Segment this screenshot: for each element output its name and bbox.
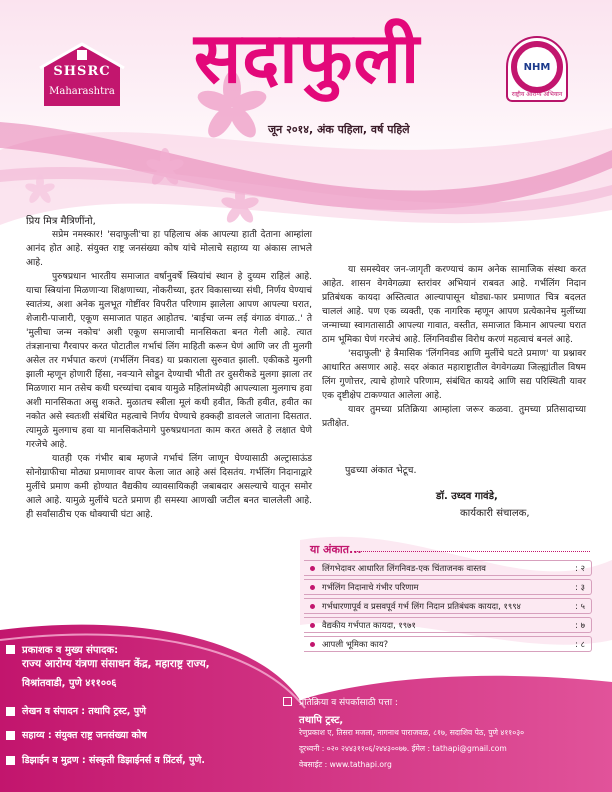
square-bullet-icon bbox=[6, 645, 15, 654]
credit-writing bbox=[6, 704, 286, 718]
contact-website[interactable]: वेबसाईट : www.tathapi.org bbox=[299, 760, 392, 769]
toc-item[interactable] bbox=[304, 579, 592, 595]
toc-item-label: आपली भूमिका काय? bbox=[322, 639, 389, 649]
letter-paragraph: पुरुषप्रधान भारतीय समाजात वर्षानुवर्षे स्त्रियांचं स्थान हे दुय्यम राहिलं आहे. याचा स्त्रियांना मिळणाऱ्या शिक्षणाच्या, नोकरीच्या, इतर विकासाच्या संधी, निर्णय घेण्याचं स्वातंत्र्य, अशा अनेक मुलभूत गोष्टींवर विपरीत परिणाम झालेला आपण आपल्या घरात, शेजारी-पाजारी, एकूण समाजात पाहत आहोतच. 'बाईचा जन्म लई वंगाळ वंगाळ..' ते 'मुलीचा जन्म नकोच' अशी एकूण समाजाची मानसिकता बनत गेली आहे. त्यात तंत्रज्ञानाचा गैरवापर करत पोटातील गर्भाचं लिंग माहिती करून घेणं आणि जर ती मुलगी असेल तर गर्भपात करणं (गर्भलिंग निवड) या प्रकाराला सुरुवात झाली. एकीकडे मुलगी झाली म्हणून होणारी हिंसा, नवऱ्याने सोडून देण्याची भीती तर दुसरीकडे मुलगा झाला तर मिळणारा मान तसेच कधी घरच्यांचा दबाव यामुळे महिलांमध्येही आपल्याला मुलगाच हवा अशी मानसिकता असु शकते. मुळातच स्त्रीला मूलं कधी हवीत, किती हवीत, हवीत का नकोत असे स्वतःशी संबंधित महत्वाचे निर्णय घेण्याचे हक्कही डावलले जाताना दिसतात. त्यामुळे मुलगाच हवा या मानसिकतेमागे पुरुषप्रधानता काम करत असते हे लक्षात घेणे गरजेचे आहे. bbox=[26, 272, 312, 450]
signature-title: कार्यकारी संचालक, bbox=[460, 508, 530, 519]
toc-item-label: वैद्यकीय गर्भपात कायदा, १९७१ bbox=[322, 620, 416, 630]
letter-paragraph: यातही एक गंभीर बाब म्हणजे गर्भाचं लिंग जाणून घेण्यासाठी अल्ट्रासाऊंड सोनोग्राफीचा मोठ्या प्रमाणावर वापर केला जात आहे असं दिसतंय. गर्भलिंग निदानाद्वारे मुलींचे प्रमाण कमी होण्यात वैद्यकीय व्यावसायिकही जबाबदार असल्याचे यातून समोर आले आहे. यामुळे मुलींचे घटते प्रमाण ही समस्या आणखी जटील बनत चाललेली आहे. ही सर्वांसाठीच एक धोक्याची घंटा आहे. bbox=[26, 454, 312, 520]
toc-item-page: : ५ bbox=[575, 601, 585, 611]
toc-item[interactable] bbox=[304, 598, 592, 614]
publisher-address: विश्रांतवाडी, पुणे ४११००६ bbox=[22, 678, 117, 689]
letter-paragraph: सप्रेम नमस्कार! 'सदाफुली'चा हा पहिलाच अंक आपल्या हाती देताना आम्हांला आनंद होत आहे. संयुक्त राष्ट्र जनसंख्या कोष यांचे मोलाचे सहाय्य या अंकास लाभले आहे. bbox=[26, 230, 312, 268]
letter-paragraph: या समस्येवर जन-जागृती करण्याचं काम अनेक सामाजिक संस्था करत आहेत. शासन वेगवेगळ्या स्तरांवर अभियानं राबवत आहे. गर्भलिंग निदान प्रतिबंधक कायदा अस्तित्वात आल्यापासून थोड्या-फार प्रमाणात चित्र बदलत चाललं आहे. पण एक व्यक्ती, एक नागरिक म्हणून आपण प्रत्येकानेच मुलींच्या जन्माच्या स्वागतासाठी आपल्या गावात, वस्तीत, समाजात किमान आपल्या घरात ठाम भूमिका घेणं गरजेचं आहे. लिंगनिवडीस विरोध करणं महत्वाचं बनलं आहे. bbox=[322, 265, 586, 345]
letter-right-column bbox=[322, 263, 586, 431]
toc-item[interactable] bbox=[304, 636, 592, 652]
credit-text: लेखन व संपादन : तथापि ट्रस्ट, पुणे bbox=[22, 706, 146, 717]
signature-name: डॉ. उध्दव गावंडे, bbox=[436, 491, 498, 502]
bullet-icon bbox=[310, 585, 315, 590]
nhm-logo-text: NHM bbox=[523, 62, 551, 73]
toc-item-label: गर्भलिंग निदानाचे गंभीर परिणाम bbox=[322, 582, 419, 592]
bullet-icon bbox=[310, 566, 315, 571]
contact-address: रेणुप्रकाश ए, तिसरा मजला, नागनाथ पाराजवळ, ८१७, सदाशिव पेठ, पुणे ४११०३० bbox=[299, 728, 525, 737]
shsrc-logo-name: SHSRC bbox=[53, 64, 111, 79]
toc-item-page: : ३ bbox=[575, 582, 585, 592]
contents-title: या अंकात... bbox=[310, 543, 362, 556]
toc-item-page: : २ bbox=[575, 563, 585, 573]
nhm-logo-caption: राष्ट्रीय आरोग्य अभियान bbox=[511, 91, 563, 98]
credit-support bbox=[6, 728, 286, 742]
toc-item[interactable] bbox=[304, 617, 592, 633]
letter-signoff: पुढच्या अंकात भेटूच. bbox=[345, 465, 417, 476]
bullet-icon bbox=[310, 604, 315, 609]
toc-item-label: गर्भधारणापूर्व व प्रसवपूर्व गर्भ लिंग निदान प्रतिबंधक कायदा, १९९४ bbox=[322, 601, 521, 611]
contact-phone-email[interactable]: दूरध्वनी : ०२० २४४३११०६/२४४३००७७. ईमेल : tathapi@gmail.com bbox=[299, 744, 507, 753]
toc-item-page: : ७ bbox=[575, 620, 585, 630]
letter-left-column bbox=[26, 228, 312, 522]
shsrc-logo-sub: Maharashtra bbox=[49, 86, 115, 97]
letter-paragraph: 'सदाफुली' हे त्रैमासिक 'लिंगनिवड आणि मुलींचे घटते प्रमाण' या प्रश्नावर आधारित असणार आहे. सदर अंकात महाराष्ट्रातील वेगवेगळ्या जिल्ह्यांतील विषम लिंग गुणोत्तर, त्याचे होणारे परिणाम, संबंधित कायदे आणि सद्य परिस्थिती यावर एक दृष्टीक्षेप टाकण्यात आलेला आहे. bbox=[322, 349, 586, 401]
salutation: प्रिय मित्र मैत्रिणींनो, bbox=[26, 216, 96, 227]
table-of-contents bbox=[304, 560, 592, 655]
bullet-icon bbox=[310, 623, 315, 628]
bullet-icon bbox=[310, 642, 315, 647]
toc-item[interactable] bbox=[304, 560, 592, 576]
publisher-label: प्रकाशक व मुख्य संपादक: bbox=[22, 645, 119, 656]
shsrc-logo bbox=[38, 42, 126, 108]
square-bullet-icon bbox=[283, 697, 292, 706]
nhm-logo bbox=[506, 36, 568, 102]
square-bullet-icon bbox=[6, 707, 15, 716]
toc-item-page: : ८ bbox=[575, 639, 585, 649]
square-bullet-icon bbox=[6, 731, 15, 740]
letter-paragraph: यावर तुमच्या प्रतिक्रिया आम्हांला जरूर कळवा. तुमच्या प्रतिसादाच्या प्रतीक्षेत. bbox=[322, 405, 586, 429]
credit-design bbox=[6, 753, 286, 767]
toc-item-label: लिंगभेदावर आधारित लिंगनिवड-एक चिंताजनक वास्तव bbox=[322, 563, 486, 573]
credit-text: डिझाईन व मुद्रण : संस्कृती डिझाईनर्स व प्रिंटर्स, पुणे. bbox=[22, 755, 205, 766]
publisher-name: राज्य आरोग्य यंत्रणा संसाधन केंद्र, महाराष्ट्र राज्य, bbox=[22, 658, 210, 670]
contact-heading: प्रतिक्रिया व संपर्कासाठी पत्ता : bbox=[299, 698, 398, 708]
credit-text: सहाय्य : संयुक्त राष्ट्र जनसंख्या कोष bbox=[22, 730, 147, 741]
contents-rule bbox=[354, 551, 590, 552]
square-bullet-icon bbox=[6, 756, 15, 765]
issue-line: जून २०१४, अंक पहिला, वर्ष पहिले bbox=[268, 123, 410, 136]
contact-org: तथापि ट्रस्ट, bbox=[299, 715, 344, 726]
masthead-title: सदाफुली bbox=[193, 17, 421, 99]
